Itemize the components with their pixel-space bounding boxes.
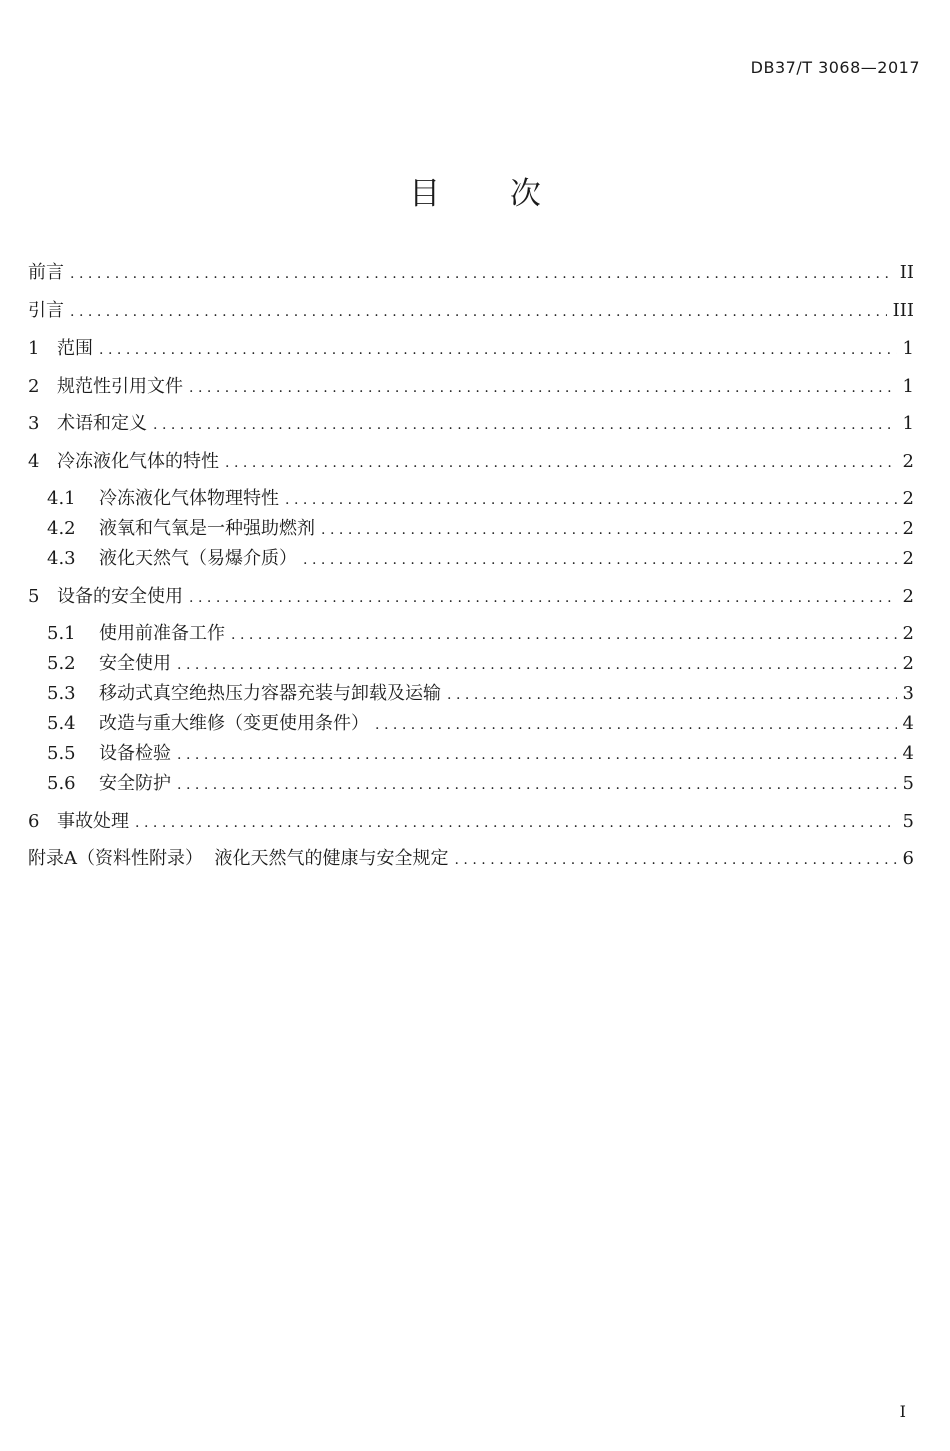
toc-entry-label: 改造与重大维修（变更使用条件） [99, 713, 369, 734]
toc-entry-page: 5 [902, 811, 914, 832]
toc-dot-leader [177, 747, 897, 763]
toc-entry-label: 安全使用 [99, 653, 171, 674]
toc-dot-leader [285, 492, 897, 508]
toc-entry-introduction[interactable] [28, 296, 914, 322]
toc-entry-label: 设备检验 [99, 743, 171, 764]
toc-entry-4[interactable] [28, 447, 914, 473]
toc-entry-4-3[interactable] [28, 544, 914, 570]
toc-entry-label: 设备的安全使用 [57, 586, 183, 607]
toc-entry-page: 4 [902, 743, 914, 764]
toc-dot-leader [321, 522, 897, 538]
toc-dot-leader [303, 552, 897, 568]
toc-entry-page: 1 [902, 413, 914, 434]
toc-entry-page: II [899, 262, 914, 283]
toc-entry-page: 1 [902, 376, 914, 397]
toc-entry-label: 事故处理 [57, 811, 129, 832]
toc-entry-page: 3 [902, 683, 914, 704]
toc-entry-number: 4.2 [47, 518, 76, 539]
toc-entry-page: 2 [902, 488, 914, 509]
toc-entry-number: 5 [28, 586, 40, 607]
toc-entry-number: 6 [28, 811, 40, 832]
toc-dot-leader [135, 815, 897, 831]
page-title: 目 次 [409, 176, 571, 212]
toc-entry-label: 引言 [28, 300, 64, 321]
toc-entry-label: 规范性引用文件 [57, 376, 183, 397]
toc-dot-leader [447, 687, 897, 703]
toc-dot-leader [153, 417, 897, 433]
toc-entry-number: 3 [28, 413, 40, 434]
toc-entry-number: 5.6 [47, 773, 76, 794]
toc-dot-leader [225, 455, 897, 471]
toc-entry-number: 4 [28, 451, 40, 472]
toc-entry-number: 2 [28, 376, 40, 397]
header-standard-code: DB37/T 3068—2017 [750, 58, 920, 77]
toc-entry-label: 前言 [28, 262, 64, 283]
toc-entry-number: 4.1 [47, 488, 76, 509]
toc-entry-number: 5.5 [47, 743, 76, 764]
toc-dot-leader [189, 590, 897, 606]
toc-entry-6[interactable] [28, 807, 914, 833]
toc-dot-leader [70, 304, 887, 320]
toc-entry-appendix-a[interactable] [28, 844, 914, 870]
toc-entry-number: 5.4 [47, 713, 76, 734]
toc-entry-3[interactable] [28, 409, 914, 435]
toc-entry-5-1[interactable] [28, 619, 914, 645]
toc-entry-5-2[interactable] [28, 649, 914, 675]
toc-entry-page: 6 [902, 848, 914, 869]
toc-dot-leader [231, 627, 897, 643]
toc-entry-label: 冷冻液化气体的特性 [57, 451, 219, 472]
toc-entry-page: III [892, 300, 914, 321]
toc-entry-page: 5 [902, 773, 914, 794]
toc-entry-2[interactable] [28, 372, 914, 398]
toc-entry-label: 附录A（资料性附录） 液化天然气的健康与安全规定 [28, 848, 449, 869]
toc-entry-5-3[interactable] [28, 679, 914, 705]
toc-entry-number: 1 [28, 338, 40, 359]
toc-entry-4-2[interactable] [28, 514, 914, 540]
toc-dot-leader [375, 717, 897, 733]
toc-entry-label: 范围 [57, 338, 93, 359]
toc-entry-5[interactable] [28, 582, 914, 608]
toc-entry-label: 术语和定义 [57, 413, 147, 434]
toc-entry-page: 1 [902, 338, 914, 359]
toc-dot-leader [189, 380, 897, 396]
toc-entry-number: 5.1 [47, 623, 76, 644]
toc-entry-number: 4.3 [47, 548, 76, 569]
toc-entry-preface[interactable] [28, 258, 914, 284]
toc-dot-leader [454, 852, 896, 868]
toc-entry-page: 2 [902, 548, 914, 569]
toc-dot-leader [70, 266, 894, 282]
toc-entry-label: 冷冻液化气体物理特性 [99, 488, 279, 509]
toc-entry-number: 5.2 [47, 653, 76, 674]
toc-entry-label: 液化天然气（易爆介质） [99, 548, 297, 569]
toc-entry-label: 液氧和气氧是一种强助燃剂 [99, 518, 315, 539]
toc-dot-leader [177, 657, 897, 673]
toc-dot-leader [99, 342, 897, 358]
toc-entry-1[interactable] [28, 334, 914, 360]
toc-entry-label: 使用前准备工作 [99, 623, 225, 644]
toc-entry-5-6[interactable] [28, 769, 914, 795]
toc-entry-number: 5.3 [47, 683, 76, 704]
toc-entry-5-4[interactable] [28, 709, 914, 735]
toc-entry-page: 2 [902, 653, 914, 674]
toc-entry-page: 2 [902, 586, 914, 607]
footer-page-number: I [899, 1402, 906, 1421]
toc-entry-page: 4 [902, 713, 914, 734]
toc-entry-5-5[interactable] [28, 739, 914, 765]
toc-entry-4-1[interactable] [28, 484, 914, 510]
toc-entry-page: 2 [902, 518, 914, 539]
toc-entry-label: 安全防护 [99, 773, 171, 794]
toc-entry-page: 2 [902, 451, 914, 472]
toc-entry-label: 移动式真空绝热压力容器充装与卸载及运输 [99, 683, 441, 704]
toc-dot-leader [177, 777, 897, 793]
toc-entry-page: 2 [902, 623, 914, 644]
